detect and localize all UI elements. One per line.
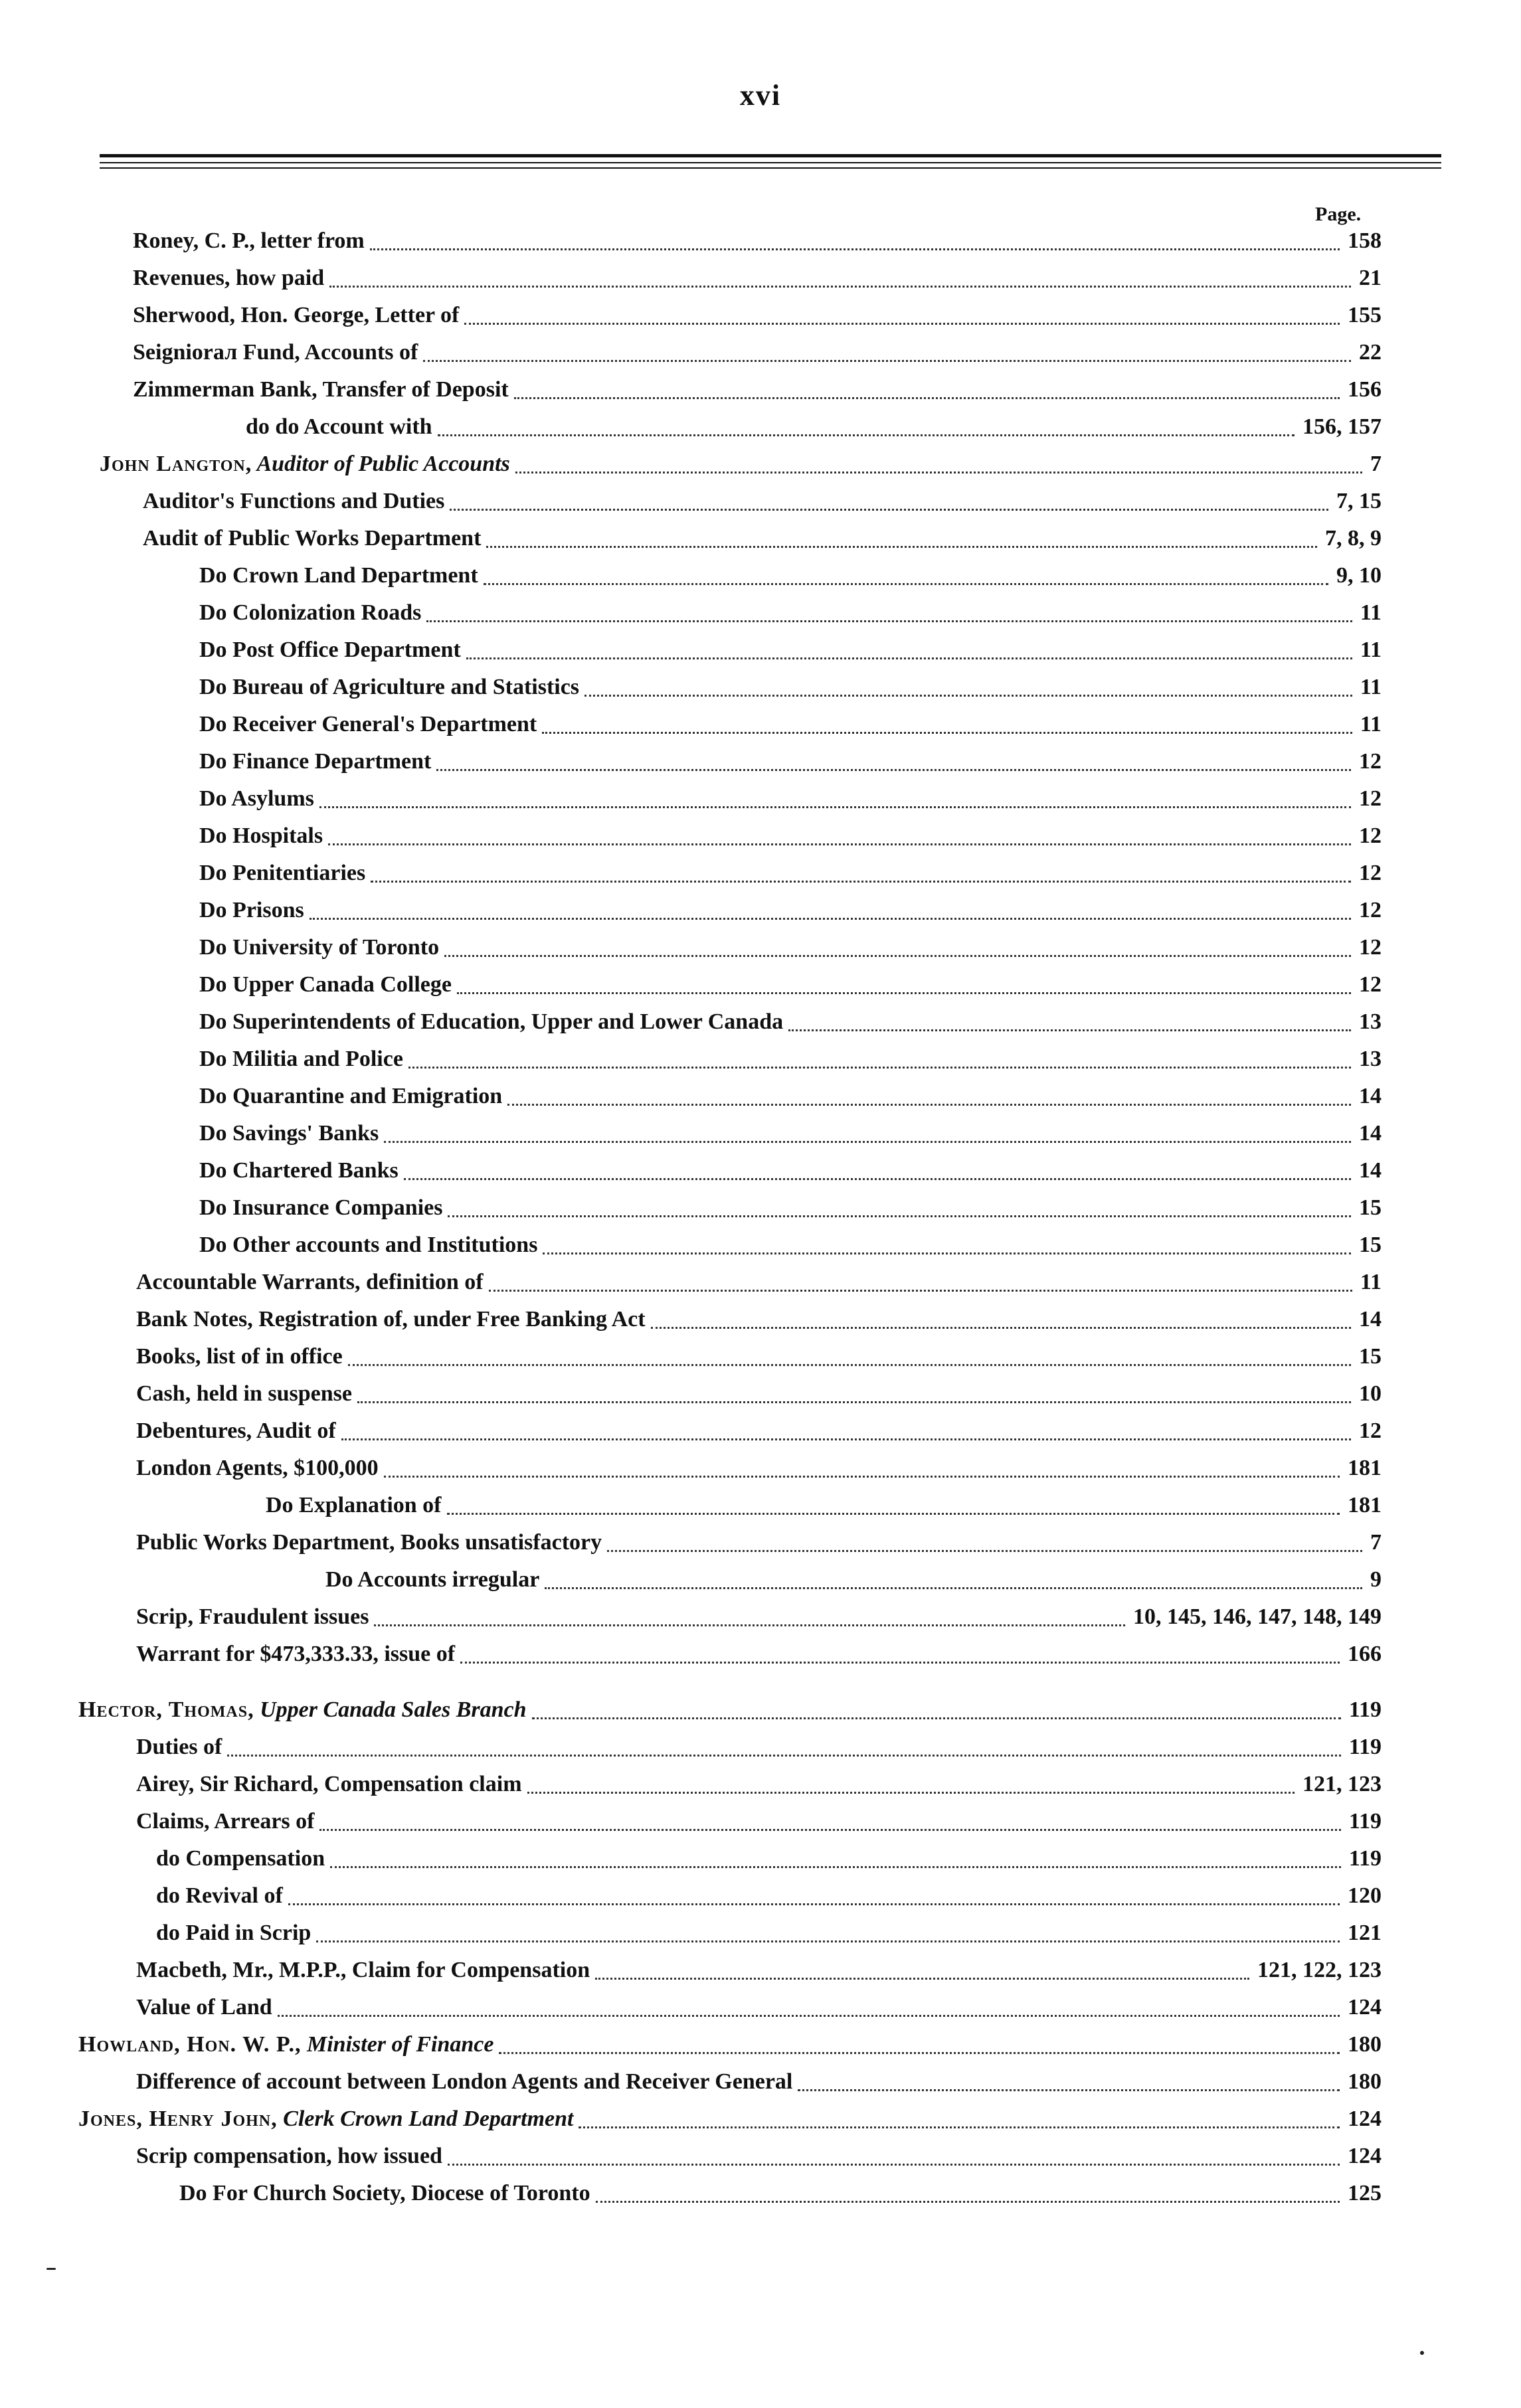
entry-page-ref: 7, 8, 9 [1321,526,1382,551]
index-entry [0,2028,1521,2065]
entry-page-ref: 121, 122, 123 [1253,1958,1382,1983]
entry-text [156,1883,283,1909]
entry-text [78,1697,527,1723]
entry-text [136,1809,314,1834]
entry-page-ref: 119 [1345,1846,1382,1871]
entry-page-ref: 7 [1366,1530,1382,1555]
dot-leader [788,1029,1351,1031]
entry-text [199,563,478,588]
entry-heading: Do Asylums [199,786,314,811]
dot-leader [515,472,1362,473]
entry-text [133,377,509,402]
entry-text [136,1530,602,1555]
index-entry [0,410,1521,448]
entry-page-ref: 14 [1355,1158,1382,1183]
index-entry [0,1303,1521,1340]
entry-page-ref: 12 [1355,935,1382,960]
entry-heading: Do For Church Society, Diocese of Toronto [179,2181,590,2205]
entry-heading: Revenues, how paid [133,266,325,290]
entry-heading: Howland, Hon. W. P., [78,2032,302,2057]
index-entry [0,1991,1521,2028]
index-entry [0,634,1521,671]
entry-heading: Do Accounts irregular [325,1567,540,1592]
entry-title-italic: Minister of Finance [301,2032,494,2057]
entry-page-ref: 11 [1356,1270,1382,1295]
index-entry [0,1600,1521,1638]
entry-text [133,266,324,291]
index-entry [0,1452,1521,1489]
dot-leader [384,1476,1340,1478]
index-entry [0,2103,1521,2140]
header-rule-thick [100,154,1441,157]
index-entry [0,522,1521,559]
entry-heading: Seigniorал Fund, Accounts of [133,340,418,365]
header-rule-thin-2 [100,167,1441,169]
entry-heading: Cash, held in suspense [136,1381,353,1406]
entry-text [199,935,439,960]
index-entry [0,1154,1521,1191]
dot-leader [448,2164,1340,2166]
entry-heading: Do Quarantine and Emigration [199,1084,503,1108]
entry-heading: Do Hospitals [199,823,323,848]
entry-text [136,1958,590,1983]
entry-page-ref: 7, 15 [1332,489,1382,514]
entry-text [133,228,365,254]
entry-text [156,1921,311,1946]
page-number: xvi [739,79,782,112]
entry-heading: Do Prisons [199,898,304,922]
entry-text [199,749,431,774]
entry-heading: Jones, Henry John, [78,2107,278,2131]
index-entry [0,1489,1521,1526]
entry-page-ref: 13 [1355,1009,1382,1035]
entry-page-ref: 9 [1366,1567,1382,1592]
dot-leader [426,620,1352,622]
entry-page-ref: 21 [1355,266,1382,291]
index-entry [0,857,1521,894]
entry-page-ref: 155 [1344,303,1382,328]
entry-text [136,1604,369,1630]
entry-page-ref: 11 [1356,638,1382,663]
entry-page-ref: 15 [1355,1233,1382,1258]
index-entry [0,1266,1521,1303]
entry-heading: Auditor's Functions and Duties [143,489,445,513]
index-entry [0,485,1521,522]
index-entry [0,559,1521,596]
entry-page-ref: 120 [1344,1883,1382,1909]
index-entry [0,1563,1521,1600]
dot-leader [798,2089,1340,2091]
dot-leader [545,1587,1362,1589]
entry-heading: Do Explanation of [266,1493,442,1517]
entry-page-ref: 12 [1355,898,1382,923]
index-entry [0,1191,1521,1229]
entry-heading: do do Account with [246,414,432,439]
dot-leader [448,1215,1351,1217]
index-entry [0,262,1521,299]
entry-text [199,1121,379,1146]
dot-leader [460,1662,1340,1664]
entry-heading: Do Insurance Companies [199,1195,443,1220]
entry-page-ref: 121, 123 [1298,1772,1382,1797]
dot-leader [370,248,1340,250]
entry-text [136,2069,792,2095]
entry-page-ref: 125 [1344,2181,1382,2206]
entry-text [136,1419,336,1444]
index-entry [0,336,1521,373]
entry-text [199,675,579,700]
dot-leader [371,881,1351,883]
index-entry [0,1043,1521,1080]
entry-heading: Do Crown Land Department [199,563,478,588]
dot-leader [357,1401,1351,1403]
entry-page-ref: 156 [1344,377,1382,402]
index-entry [0,1377,1521,1415]
index-entry [0,1526,1521,1563]
index-entry [0,931,1521,968]
entry-text [199,1047,403,1072]
entry-page-ref: 14 [1355,1084,1382,1109]
dot-leader [319,806,1351,808]
index-entry [0,1340,1521,1377]
entry-page-ref: 180 [1344,2032,1382,2057]
entry-text [246,414,432,440]
entry-page-ref: 124 [1344,2107,1382,2132]
index-entry [0,708,1521,745]
dot-leader [319,1829,1341,1831]
dot-leader [329,286,1351,288]
entry-page-ref: 124 [1344,2144,1382,2169]
entry-heading: Do Upper Canada College [199,972,452,997]
entry-title-italic: Clerk Crown Land Department [277,2107,574,2131]
entry-text [78,2107,573,2132]
entry-text [136,2144,442,2169]
dot-leader [542,732,1352,734]
dot-leader [438,434,1295,436]
entry-page-ref: 14 [1355,1307,1382,1332]
dot-leader [595,1978,1249,1980]
entry-heading: Do Militia and Police [199,1047,403,1071]
index-entry [0,1005,1521,1043]
entry-page-ref: 12 [1355,823,1382,849]
entry-heading: Airey, Sir Richard, Compensation claim [136,1772,522,1796]
entry-text [136,1995,272,2020]
entry-heading: Value of Land [136,1995,272,2020]
dot-leader [596,2201,1340,2203]
dot-leader [404,1178,1351,1180]
entry-page-ref: 158 [1344,228,1382,254]
entry-page-ref: 156, 157 [1298,414,1382,440]
entry-text [143,526,481,551]
entry-text [199,712,537,737]
index-entry [0,1879,1521,1917]
dot-leader [374,1624,1125,1626]
entry-text [136,1344,343,1369]
entry-heading: Macbeth, Mr., M.P.P., Claim for Compensation [136,1958,590,1982]
entry-page-ref: 11 [1356,712,1382,737]
index-entry [0,894,1521,931]
entry-page-ref: 121 [1344,1921,1382,1946]
dot-leader [532,1717,1341,1719]
dot-leader [651,1327,1351,1329]
index-entry [0,1954,1521,1991]
entry-page-ref: 11 [1356,675,1382,700]
entry-heading: Audit of Public Works Department [143,526,482,551]
entry-text [136,1456,379,1481]
entry-text [199,861,365,886]
dot-leader [499,2052,1340,2054]
dot-leader [316,1940,1340,1942]
entry-page-ref: 10, 145, 146, 147, 148, 149 [1129,1604,1382,1630]
dot-leader [384,1141,1351,1143]
dot-leader [484,583,1328,585]
index-entry [0,2140,1521,2177]
entry-heading: Debentures, Audit of [136,1419,336,1443]
paper-speck [1420,2351,1424,2355]
dot-leader [507,1104,1351,1106]
dot-leader [348,1364,1351,1366]
entry-heading: do Revival of [156,1883,283,1908]
dot-leader [543,1252,1351,1254]
entry-heading: Public Works Department, Books unsatisfactory [136,1530,602,1555]
index-entry [0,1842,1521,1879]
entry-page-ref: 15 [1355,1344,1382,1369]
dot-leader [341,1438,1351,1440]
dot-leader [436,769,1351,771]
entry-text [199,823,323,849]
entry-page-ref: 181 [1344,1493,1382,1518]
dot-leader [527,1792,1295,1794]
index-entry [0,596,1521,634]
entry-text [199,1233,537,1258]
dot-leader [486,546,1317,548]
entry-text [136,1270,484,1295]
entry-heading: Roney, C. P., letter from [133,228,365,253]
entry-heading: Do Other accounts and Institutions [199,1233,538,1257]
entry-text [199,1084,502,1109]
dot-leader [423,360,1351,362]
index-entry [0,782,1521,819]
entry-text [199,786,314,812]
index-entry [0,1768,1521,1805]
entry-heading: Do Finance Department [199,749,432,774]
index-entry [0,968,1521,1005]
entry-page-ref: 14 [1355,1121,1382,1146]
index-entry [0,1917,1521,1954]
entry-heading: do Paid in Scrip [156,1921,312,1945]
entry-heading: Difference of account between London Agents and Receiver General [136,2069,793,2094]
dot-leader [450,509,1328,511]
entry-heading: Hector, Thomas, [78,1697,254,1722]
entry-heading: Warrant for $473,333.33, issue of [136,1642,456,1666]
header-rule-thin-1 [100,162,1441,163]
entry-heading: Do Chartered Banks [199,1158,399,1183]
entry-text [136,1307,646,1332]
dot-leader [330,1866,1341,1868]
entry-heading: Do Receiver General's Department [199,712,537,736]
index-entry [0,819,1521,857]
entry-heading: Do Superintendents of Education, Upper and Lower Canada [199,1009,784,1034]
dot-leader [310,918,1351,920]
index-entry [0,745,1521,782]
index-entry [0,1229,1521,1266]
entry-page-ref: 10 [1355,1381,1382,1407]
entry-text [199,898,304,923]
entry-heading: Accountable Warrants, definition of [136,1270,484,1294]
section-gap [0,1675,1521,1693]
entry-title-italic: Auditor of Public Accounts [252,452,510,476]
dot-leader [288,1903,1340,1905]
dot-leader [444,955,1351,957]
dot-leader [328,843,1351,845]
paper-speck [46,2268,56,2270]
entry-page-ref: 11 [1356,600,1382,626]
index-entry [0,1638,1521,1675]
entry-text [199,638,461,663]
entry-heading: John Langton, [100,452,252,476]
entry-text [199,1158,399,1183]
entry-page-ref: 9, 10 [1332,563,1382,588]
entry-text [199,600,421,626]
entry-heading: Duties of [136,1735,223,1759]
index-entry [0,373,1521,410]
entry-text [136,1381,352,1407]
index-entry [0,448,1521,485]
dot-leader [579,2126,1340,2128]
entry-heading: Scrip compensation, how issued [136,2144,442,2168]
entry-text [325,1567,539,1592]
index-entry [0,2065,1521,2103]
entry-page-ref: 119 [1345,1735,1382,1760]
entry-heading: Do University of Toronto [199,935,440,960]
entry-heading: Scrip, Fraudulent issues [136,1604,369,1629]
dot-leader [464,323,1340,325]
dot-leader [457,992,1351,994]
entry-page-ref: 124 [1344,1995,1382,2020]
entry-text [136,1772,522,1797]
dot-leader [447,1513,1340,1515]
index-entry [0,299,1521,336]
entry-heading: Books, list of in office [136,1344,343,1369]
entry-heading: Do Savings' Banks [199,1121,379,1146]
entry-page-ref: 119 [1345,1697,1382,1723]
entry-page-ref: 181 [1344,1456,1382,1481]
index-entry [0,1693,1521,1731]
dot-leader [227,1755,1341,1757]
entry-text [199,1195,442,1221]
dot-leader [607,1550,1362,1552]
dot-leader [466,657,1352,659]
index-entries [0,224,1521,2214]
entry-heading: Do Penitentiaries [199,861,366,885]
entry-text [156,1846,325,1871]
entry-heading: Do Colonization Roads [199,600,422,625]
entry-text [133,303,459,328]
entry-page-ref: 166 [1344,1642,1382,1667]
entry-heading: do Compensation [156,1846,325,1871]
entry-page-ref: 12 [1355,972,1382,997]
entry-page-ref: 119 [1345,1809,1382,1834]
entry-text [136,1735,222,1760]
index-entry [0,2177,1521,2214]
entry-heading: Bank Notes, Registration of, under Free Banking Act [136,1307,646,1332]
page-column-label: Page. [1315,203,1362,225]
dot-leader [278,2015,1340,2017]
entry-page-ref: 22 [1355,340,1382,365]
entry-text [143,489,444,514]
dot-leader [489,1290,1352,1292]
index-entry [0,1080,1521,1117]
entry-page-ref: 15 [1355,1195,1382,1221]
entry-page-ref: 12 [1355,861,1382,886]
entry-text [136,1642,455,1667]
index-entry [0,1415,1521,1452]
entry-title-italic: Upper Canada Sales Branch [254,1697,527,1722]
entry-page-ref: 12 [1355,749,1382,774]
entry-heading: Sherwood, Hon. George, Letter of [133,303,460,327]
entry-heading: London Agents, $100,000 [136,1456,379,1480]
entry-text [78,2032,493,2057]
entry-text [133,340,418,365]
entry-text [199,972,452,997]
entry-text [100,452,510,477]
entry-text [179,2181,590,2206]
index-entry [0,671,1521,708]
entry-text [266,1493,442,1518]
index-entry [0,1731,1521,1768]
dot-leader [408,1067,1351,1069]
dot-leader [514,397,1340,399]
entry-page-ref: 7 [1366,452,1382,477]
index-entry [0,1805,1521,1842]
entry-page-ref: 12 [1355,786,1382,812]
entry-heading: Zimmerman Bank, Transfer of Deposit [133,377,509,402]
entry-text [199,1009,783,1035]
index-entry [0,224,1521,262]
index-entry [0,1117,1521,1154]
entry-heading: Do Bureau of Agriculture and Statistics [199,675,580,699]
dot-leader [584,695,1352,697]
entry-page-ref: 13 [1355,1047,1382,1072]
entry-heading: Do Post Office Department [199,638,461,662]
entry-heading: Claims, Arrears of [136,1809,315,1834]
entry-page-ref: 180 [1344,2069,1382,2095]
entry-page-ref: 12 [1355,1419,1382,1444]
